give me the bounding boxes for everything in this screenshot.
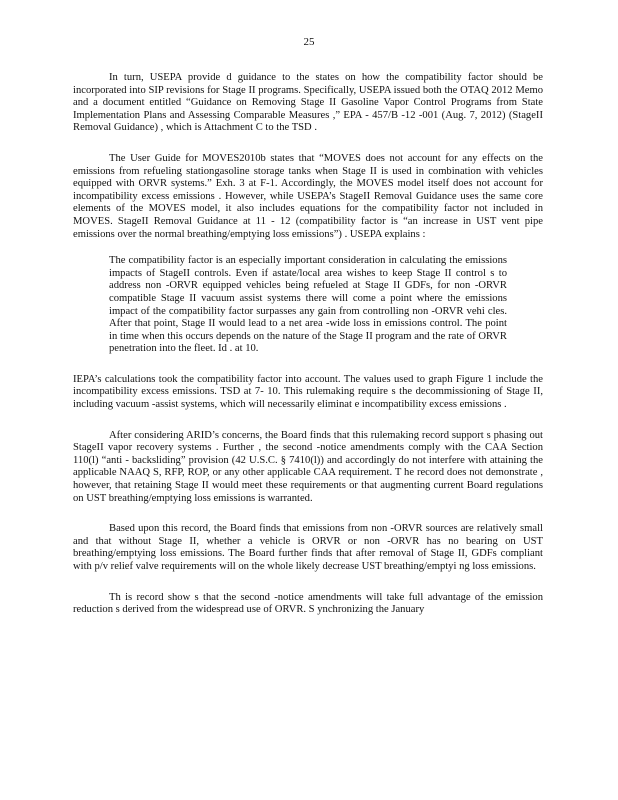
paragraph-moves-user-guide: The User Guide for MOVES2010b states that “MOVES does not account for any effects on the emissions from refueling stationgasoline storage tanks when Stage II is used in combination with vehicles equipped with ORVR systems.” Exh. 3 at F-1. Accordingly, the MOVES model itself does not account for incompatibility excess emissions . However, while USEPA’s StageII Removal Guidance uses the same core elements of the MOVES model, it also includes equations for the compatibility factor not included in MOVES. StageII Removal Guidance at 11 - 12 (compatibility factor is “an increase in UST vent pipe emissions over the normal breathing/emptying loss emissions”) . USEPA explains : bbox=[73, 152, 543, 240]
document-body bbox=[73, 72, 543, 635]
paragraph-board-findings-emissions: Based upon this record, the Board finds that emissions from non -ORVR sources are relatively small and that without Stage II, whether a vehicle is ORVR or non -ORVR has no bearing on UST breathing/emptying loss emissions. The Board further finds that after removal of Stage II, GDFs compliant with p/v relief valve requirements will on the whole likely decrease UST breathing/emptyi ng loss emissions. bbox=[73, 523, 543, 572]
paragraph-usepa-guidance: In turn, USEPA provide d guidance to the states on how the compatibility factor should be incorporated into SIP revisions for Stage II programs. Specifically, USEPA issued both the OTAQ 2012 Memo and a document entitled “Guidance on Removing Stage II Gasoline Vapor Control Programs from State Implementation Plans and Assessing Comparable Measures ,” EPA - 457/B -12 -001 (Aug. 7, 2012) (StageII Removal Guidance) , which is Attachment C to the TSD . bbox=[73, 72, 543, 134]
page-number: 25 bbox=[303, 36, 315, 48]
block-quote-compatibility-factor: The compatibility factor is an especially important consideration in calculating the emissions impacts of StageII controls. Even if astate/local area wishes to keep Stage II control s to address non -ORVR equipped vehicles being refueled at Stage II GDFs, for non -ORVR compatible Stage II vacuum assist systems there will come a point where the emissions impact of the compatibility factor surpasses any gain from controlling non -ORVR vehi cles. After that point, Stage II would lead to a net area -wide loss in emissions control. The point in time when this occurs depends on the nature of the Stage II program and the rate of ORVR penetration into the fleet. Id . at 10. bbox=[109, 255, 507, 355]
paragraph-iepa-calculations: IEPA’s calculations took the compatibility factor into account. The values used to graph Figure 1 include the incompatibility excess emissions. TSD at 7- 10. This rulemaking require s the decommissioning of Stage II, including vacuum -assist systems, which will necessarily eliminat e incompatibility excess emissions . bbox=[73, 373, 543, 411]
paragraph-second-notice-amendments: Th is record show s that the second -notice amendments will take full advantage of the emission reduction s derived from the widespread use of ORVR. S ynchronizing the January bbox=[73, 591, 543, 616]
paragraph-board-findings-arid: After considering ARID’s concerns, the Board finds that this rulemaking record support s phasing out StageII vapor recovery systems . Further , the second -notice amendments comply with the CAA Section 110(l) “anti - backsliding” provision (42 U.S.C. § 7410(l)) and accordingly do not interfere with attaining the applicable NAAQ S, RFP, ROP, or any other applicable CAA requirement. T he record does not demonstrate , however, that retaining Stage II would meet these requirements or that augmenting current Board regulations on UST breathing/emptying loss emissions is warranted. bbox=[73, 429, 543, 504]
